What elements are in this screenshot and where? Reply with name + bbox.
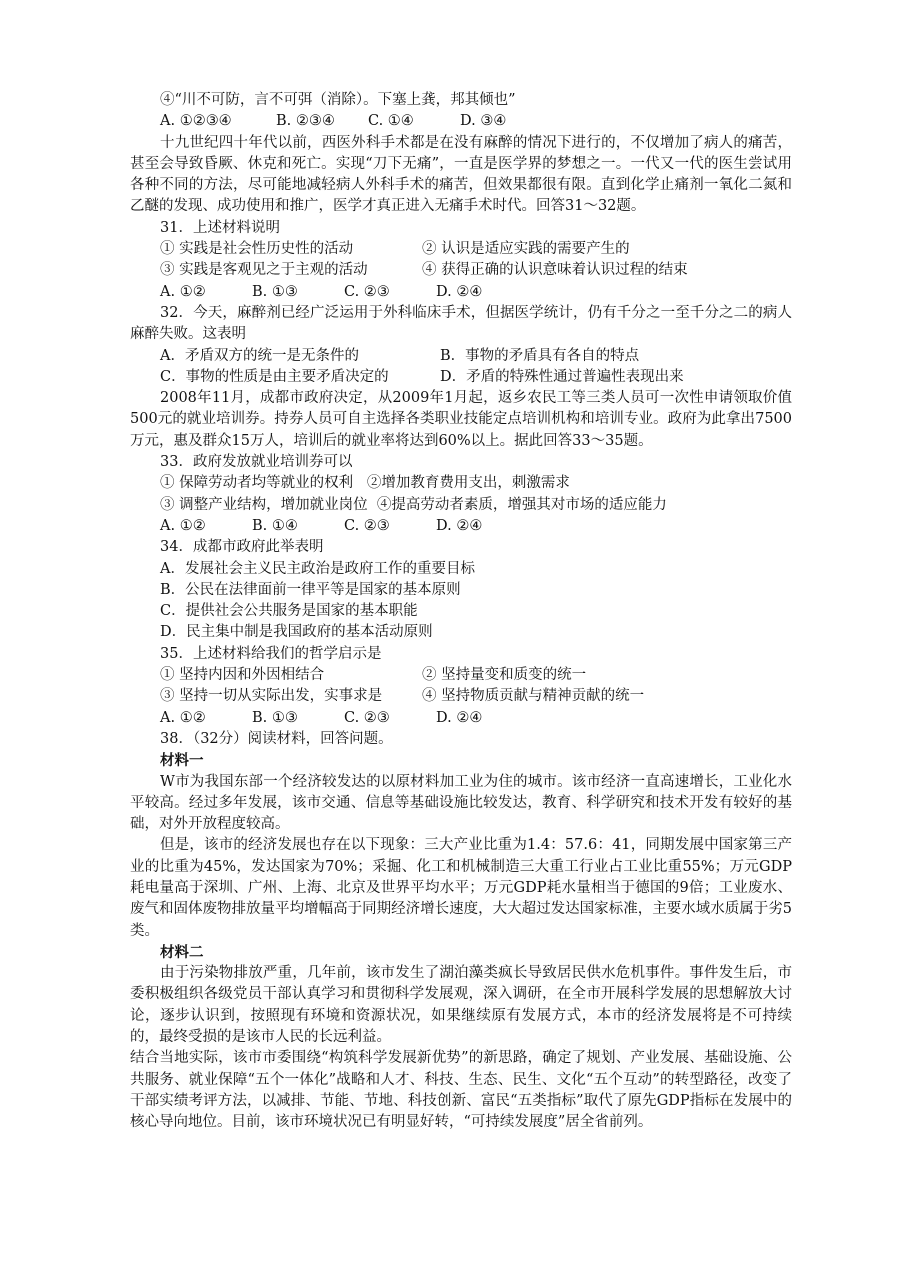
q35-options [130,708,792,729]
q35-item-1: ① 坚持内因和外因相结合 [160,667,325,684]
q35-item-2: ② 坚持量变和质变的统一 [422,667,587,684]
option-c: C. ②③ [344,709,390,726]
q35-row-1 [130,665,792,686]
q32-option-d: D．矛盾的特殊性通过普遍性表现出来 [440,368,684,385]
option-a: A. ①② [160,709,206,726]
passage-anesthesia: 十九世纪四十年代以前，西医外科手术都是在没有麻醉的情况下进行的，不仅增加了病人的痛苦，甚至会导致昏厥、休克和死亡。实现“刀下无痛”，一直是医学界的梦想之一。一代又一代的医生尝试用各种不同的方法，尽可能地减轻病人外科手术的痛苦，但效果都很有限。直到化学止痛剂一氧化二氮和乙醚的发现、成功使用和推广，医学才真正进入无痛手术时代。回答31～32题。 [130,134,792,215]
q33-options [130,516,792,537]
q33-row-1: ① 保障劳动者均等就业的权利 ②增加教育费用支出，刺激需求 [160,475,570,492]
question-34: 34．成都市政府此举表明 [160,539,324,556]
q31-item-2: ② 认识是适应实践的需要产生的 [422,241,630,258]
q31-options [130,282,792,303]
material-2-para-2: 结合当地实际，该市市委围绕“构筑科学发展新优势”的新思路，确定了规划、产业发展、基础设施、公共服务、就业保障“五个一体化”战略和人才、科技、生态、民生、文化“五个互动”的转型路径，改变了干部实绩考评方法，以减排、节能、节地、科技创新、富民“五类指标”取代了原先GDP指标在发展中的核心导向地位。目前，该市环境状况已有明显好转，“可持续发展度”居全省前列。 [130,1050,792,1131]
question-35: 35．上述材料给我们的哲学启示是 [160,645,382,662]
material-1-heading: 材料一 [160,752,204,770]
option-c: C. ②③ [344,517,390,534]
option-b: B. ①③ [252,709,298,726]
question-32: 32．今天，麻醉剂已经广泛运用于外科临床手术，但据医学统计，仍有千分之一至千分之二的病人麻醉失败。这表明 [130,304,792,343]
q32-option-c: C．事物的性质是由主要矛盾决定的 [160,368,389,385]
q31-row-2 [130,260,792,281]
option-b: B. ①③ [252,283,298,300]
q32-option-b: B．事物的矛盾具有各自的特点 [440,347,640,364]
option-d: D. ③④ [460,113,507,130]
q34-option-c: C．提供社会公共服务是国家的基本职能 [160,603,418,620]
material-1-para-1: W市为我国东部一个经济较发达的以原材料加工业为住的城市。该市经济一直高速增长，工业化水平较高。经过多年发展，该市交通、信息等基础设施比较发达，教育、科学研究和技术开发有较好的基础，对外开放程度较高。 [130,773,792,833]
quote-line: ④“川不可防，言不可弭（消除）。下塞上龚，邦其倾也” [160,92,516,108]
question-33: 33．政府发放就业培训券可以 [160,454,353,471]
option-c: C. ①④ [368,113,414,130]
material-1-para-2: 但是，该市的经济发展也存在以下现象：三大产业比重为1.4：57.6：41，同期发展中国家第三产业的比重为45%，发达国家为70%；采掘、化工和机械制造三大重工行业占工业比重55%；万元GDP耗电量高于深圳、广州、上海、北京及世界平均水平；万元GDP耗水量相当于德国的9倍；工业废水、废气和固体废物排放量平均增幅高于同期经济增长速度，大大超过发达国家标准，主要水域水质属于劣5类。 [130,837,792,939]
q31-row-1 [130,239,792,260]
option-b: B. ②③④ [276,113,335,130]
question-31: 31．上述材料说明 [160,219,280,236]
option-d: D. ②④ [436,709,483,726]
material-2-heading: 材料二 [160,943,204,961]
option-d: D. ②④ [436,283,483,300]
q34-option-d: D．民主集中制是我国政府的基本活动原则 [160,624,433,641]
q31-item-4: ④ 获得正确的认识意味着认识过程的结束 [422,262,688,279]
document-page [130,90,792,1134]
q32-row-1 [130,346,792,367]
option-a: A. ①② [160,283,206,300]
q35-row-2 [130,686,792,707]
material-2-para-1: 由于污染物排放严重，几年前，该市发生了湖泊藻类疯长导致居民供水危机事件。事件发生后，市委积极组织各级党员干部认真学习和贯彻科学发展观，深入调研，在全市开展科学发展的思想解放大讨论，逐步认识到，按照现有环境和资源状况，如果继续原有发展方式，本市的经济发展将是不可持续的，最终受损的是该市人民的长远利益。 [130,965,792,1046]
q34-option-a: A．发展社会主义民主政治是政府工作的重要目标 [160,560,475,577]
option-b: B. ①④ [252,517,298,534]
answer-options [130,111,792,132]
q32-row-2 [130,367,792,388]
question-38: 38．（32分）阅读材料，回答问题。 [160,730,393,747]
q35-item-3: ③ 坚持一切从实际出发，实事求是 [160,688,383,705]
q34-option-b: B．公民在法律面前一律平等是国家的基本原则 [160,581,461,598]
option-a: A. ①②③④ [160,113,232,130]
q31-item-1: ① 实践是社会性历史性的活动 [160,241,354,258]
option-c: C. ②③ [344,283,390,300]
q31-item-3: ③ 实践是客观见之于主观的活动 [160,262,368,279]
q35-item-4: ④ 坚持物质贡献与精神贡献的统一 [422,688,645,705]
passage-training-voucher: 2008年11月，成都市政府决定，从2009年1月起，返乡农民工等三类人员可一次性申请领取价值500元的就业培训券。持券人员可自主选择各类职业技能定点培训机构和培训专业。政府为此拿出7500万元，惠及群众15万人，培训后的就业率将达到60%以上。据此回答33～35题。 [130,390,792,449]
q33-row-2: ③ 调整产业结构，增加就业岗位 ④提高劳动者素质，增强其对市场的适应能力 [160,496,667,513]
option-d: D. ②④ [436,517,483,534]
q32-option-a: A．矛盾双方的统一是无条件的 [160,347,359,364]
option-a: A. ①② [160,517,206,534]
